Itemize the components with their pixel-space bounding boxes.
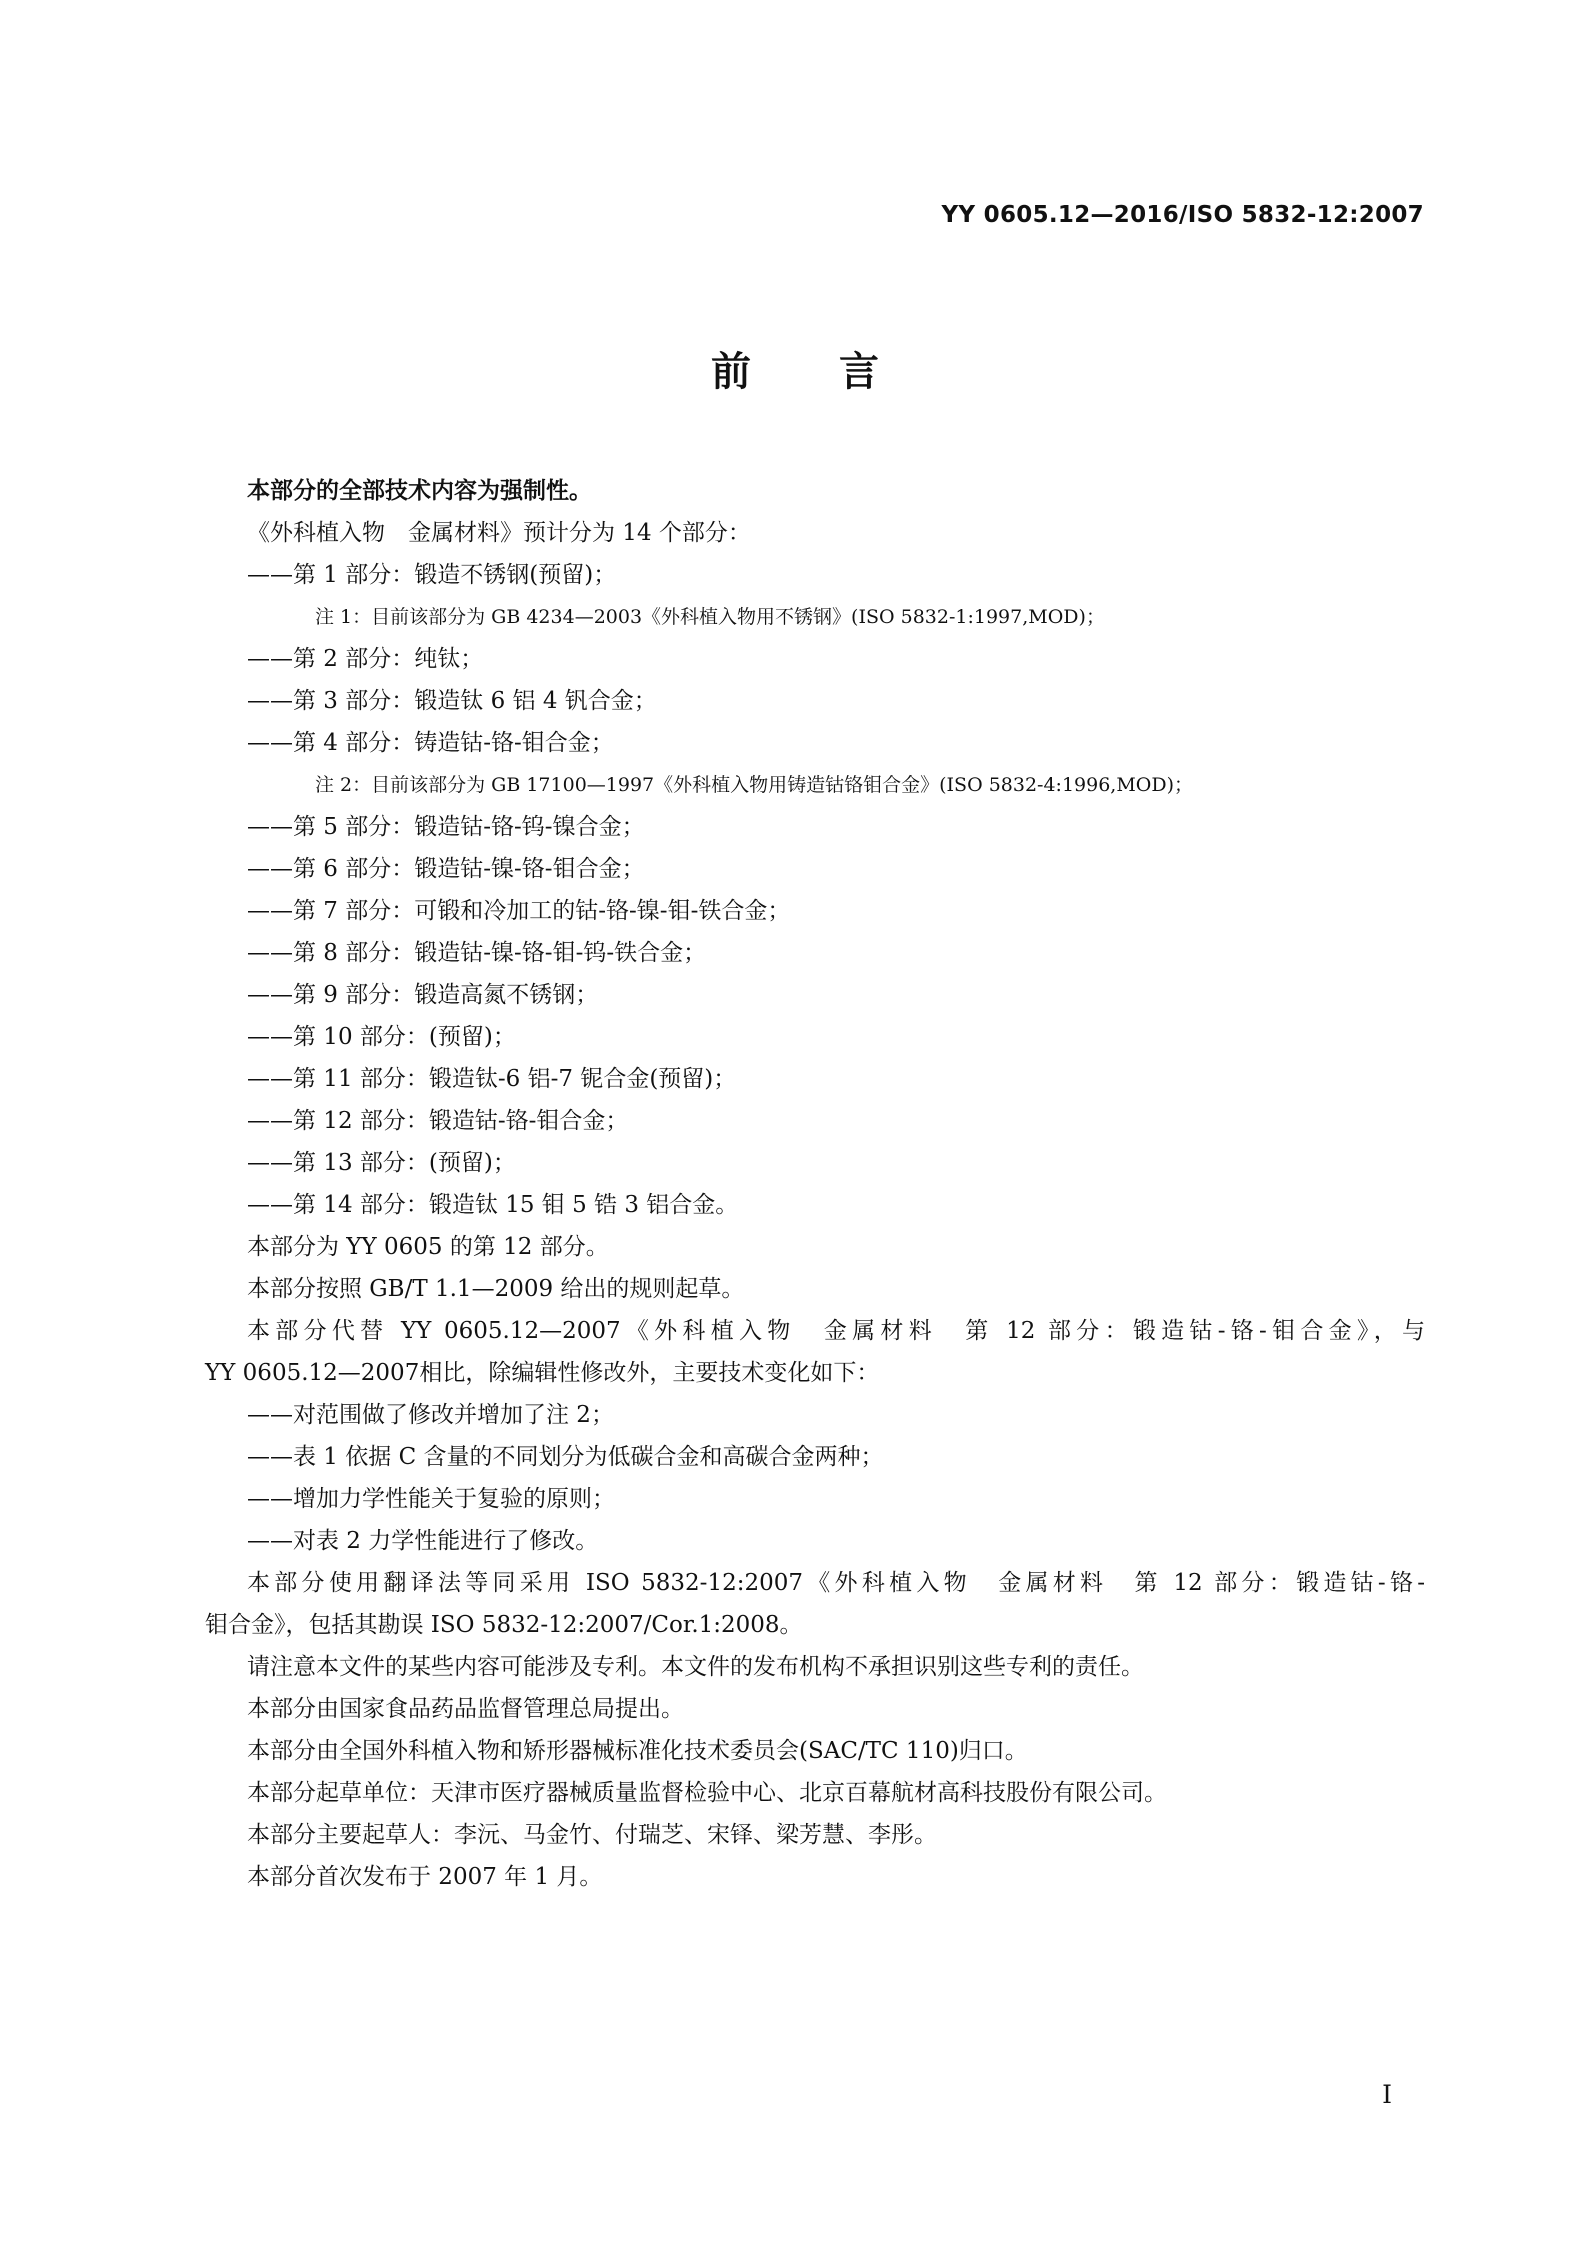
list-item-change-1: ——对范围做了修改并增加了注 2；: [247, 1402, 614, 1428]
list-item-part-5: ——第 5 部分：锻造钴-铬-钨-镍合金；: [247, 814, 645, 840]
paragraph-patent: 请注意本文件的某些内容可能涉及专利。本文件的发布机构不承担识别这些专利的责任。: [247, 1654, 1144, 1680]
list-item-part-10: ——第 10 部分：(预留)；: [247, 1024, 516, 1050]
paragraph-parts-intro: 《外科植入物 金属材料》预计分为 14 个部分：: [247, 520, 751, 546]
list-item-part-7: ——第 7 部分：可锻和冷加工的钴-铬-镍-钼-铁合金；: [247, 898, 791, 924]
note-1: 注 1：目前该部分为 GB 4234—2003《外科植入物用不锈钢》(ISO 5832-1:1997,MOD)；: [315, 606, 1105, 628]
paragraph-mandatory: 本部分的全部技术内容为强制性。: [247, 478, 592, 504]
paragraph-replaces: 本部分代替 YY 0605.12—2007《外科植入物 金属材料 第 12 部分：锻造钴-铬-钼合金》，与: [247, 1318, 1425, 1344]
paragraph-replaces-cont: YY 0605.12—2007相比，除编辑性修改外，主要技术变化如下：: [205, 1360, 880, 1386]
list-item-part-8: ——第 8 部分：锻造钴-镍-铬-钼-钨-铁合金；: [247, 940, 707, 966]
list-item-change-3: ——增加力学性能关于复验的原则；: [247, 1486, 615, 1512]
paragraph-part-of: 本部分为 YY 0605 的第 12 部分。: [247, 1234, 609, 1260]
list-item-change-2: ——表 1 依据 C 含量的不同划分为低碳合金和高碳合金两种；: [247, 1444, 884, 1470]
list-item-part-13: ——第 13 部分：(预留)；: [247, 1150, 516, 1176]
foreword-body: [205, 470, 1425, 1898]
paragraph-drafting-rules: 本部分按照 GB/T 1.1—2009 给出的规则起草。: [247, 1276, 745, 1302]
note-2: 注 2：目前该部分为 GB 17100—1997《外科植入物用铸造钴铬钼合金》(ISO 5832-4:1996,MOD)；: [315, 774, 1194, 796]
list-item-part-14: ——第 14 部分：锻造钛 15 钼 5 锆 3 铝合金。: [247, 1192, 739, 1218]
list-item-part-3: ——第 3 部分：锻造钛 6 铝 4 钒合金；: [247, 688, 657, 714]
paragraph-drafters: 本部分主要起草人：李沅、马金竹、付瑞芝、宋铎、梁芳慧、李彤。: [247, 1822, 937, 1848]
paragraph-under-jurisdiction: 本部分由全国外科植入物和矫形器械标准化技术委员会(SAC/TC 110)归口。: [247, 1738, 1028, 1764]
list-item-part-2: ——第 2 部分：纯钛；: [247, 646, 484, 672]
list-item-change-4: ——对表 2 力学性能进行了修改。: [247, 1528, 599, 1554]
paragraph-translation-cont: 钼合金》，包括其勘误 ISO 5832-12:2007/Cor.1:2008。: [205, 1612, 803, 1638]
list-item-part-6: ——第 6 部分：锻造钴-镍-铬-钼合金；: [247, 856, 645, 882]
list-item-part-12: ——第 12 部分：锻造钴-铬-钼合金；: [247, 1108, 629, 1134]
paragraph-translation: 本部分使用翻译法等同采用 ISO 5832-12:2007《外科植入物 金属材料 第 12 部分：锻造钴-铬-: [247, 1570, 1425, 1596]
list-item-part-1: ——第 1 部分：锻造不锈钢(预留)；: [247, 562, 617, 588]
list-item-part-11: ——第 11 部分：锻造钛-6 铝-7 铌合金(预留)；: [247, 1066, 737, 1092]
paragraph-first-published: 本部分首次发布于 2007 年 1 月。: [247, 1864, 603, 1890]
page-number: I: [1382, 2080, 1392, 2109]
paragraph-proposed-by: 本部分由国家食品药品监督管理总局提出。: [247, 1696, 684, 1722]
standard-number: YY 0605.12—2016/ISO 5832-12:2007: [941, 202, 1424, 228]
paragraph-drafting-units: 本部分起草单位：天津市医疗器械质量监督检验中心、北京百幕航材高科技股份有限公司。: [247, 1780, 1167, 1806]
page-title: 前言: [711, 349, 967, 395]
list-item-part-9: ——第 9 部分：锻造高氮不锈钢；: [247, 982, 599, 1008]
list-item-part-4: ——第 4 部分：铸造钴-铬-钼合金；: [247, 730, 614, 756]
